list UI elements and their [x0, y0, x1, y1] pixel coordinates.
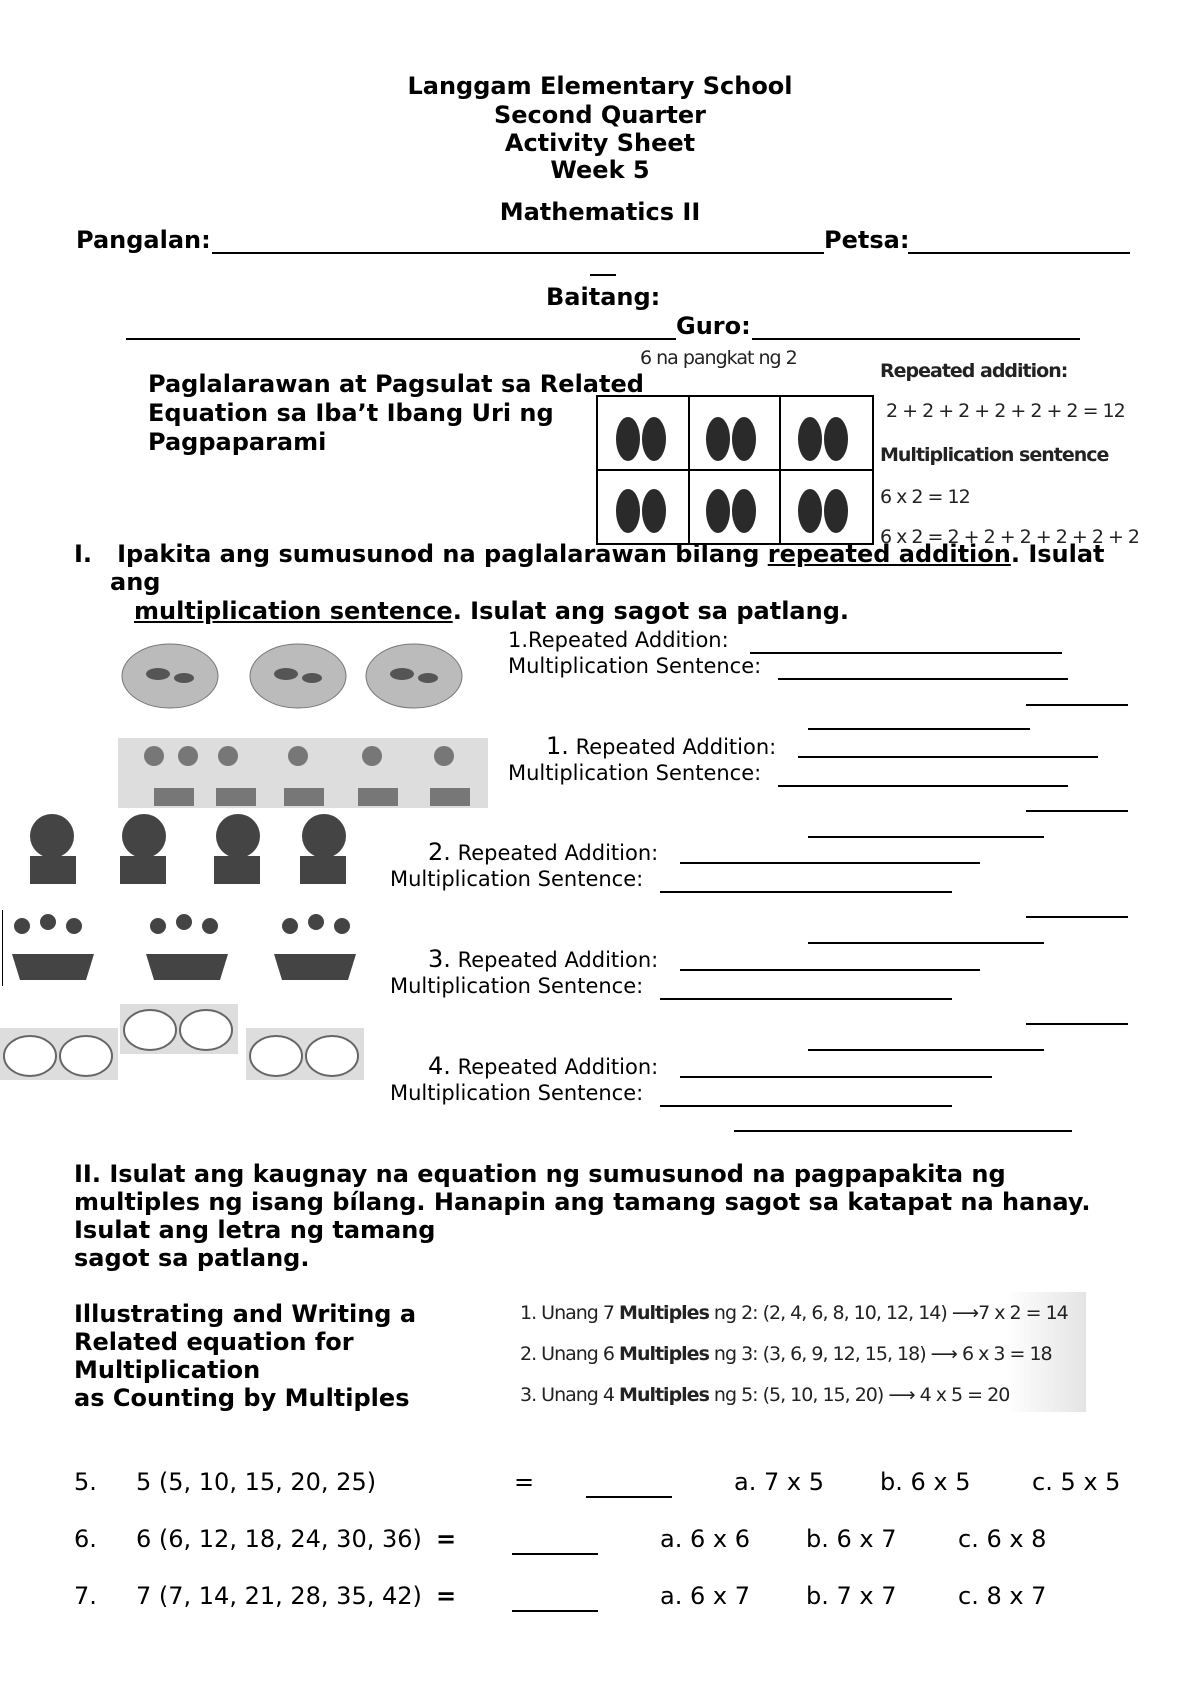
item-4-extra-blank[interactable] — [1026, 1023, 1128, 1025]
teacher-blank[interactable] — [752, 338, 1080, 340]
underline-repeated-addition: repeated addition — [767, 540, 1011, 568]
q6-text: 6 (6, 12, 18, 24, 30, 36) — [136, 1525, 422, 1553]
name-blank[interactable] — [212, 252, 824, 254]
multiples-eq: 7 x 2 = 14 — [978, 1302, 1068, 1324]
item-rep-text: Repeated Addition: — [528, 628, 729, 652]
item-1-rep-label — [508, 628, 729, 652]
multiples-pre: 1. Unang 7 — [520, 1302, 620, 1324]
multiples-bold: Multiples — [619, 1343, 709, 1365]
lesson-title-line: Equation sa Iba’t Ibang Uri ng — [148, 399, 554, 427]
q6-choice-c[interactable]: c. 6 x 8 — [958, 1525, 1047, 1553]
item-5-mult-label: Multiplication Sentence: — [390, 1081, 644, 1105]
item-5-extra-blank[interactable] — [734, 1130, 1072, 1132]
item-3-mult-label: Multiplication Sentence: — [390, 867, 644, 891]
part2-subtitle — [74, 1300, 416, 1412]
item-5-rep-blank[interactable] — [680, 1076, 992, 1078]
name-label: Pangalan: — [76, 226, 211, 254]
q6-num: 6. — [74, 1525, 97, 1553]
item-2-mult-label: Multiplication Sentence: — [508, 761, 762, 785]
part2-sub-line: as Counting by Multiples — [74, 1384, 410, 1412]
q7-eq: = — [436, 1582, 457, 1610]
item-rep-text: Repeated Addition: — [457, 948, 659, 972]
item-4-extra-blank[interactable] — [808, 1049, 1044, 1051]
part1-numeral: I. — [74, 540, 93, 568]
q7-answer-blank[interactable] — [512, 1610, 598, 1612]
mult-sentence-label: Multiplication sentence — [880, 444, 1109, 466]
multiples-eq: 6 x 3 = 18 — [961, 1343, 1052, 1365]
grade-mark — [590, 274, 616, 276]
item-2-rep-label — [546, 732, 776, 760]
item-3-extra-blank[interactable] — [808, 942, 1044, 944]
part2-line: Isulat ang letra ng tamang — [74, 1216, 436, 1244]
multiples-pre: 3. Unang 4 — [520, 1384, 620, 1406]
item-rep-text: Repeated Addition: — [457, 841, 659, 865]
part1-instruction-line3 — [134, 597, 849, 625]
multiples-post: ng 3: (3, 6, 9, 12, 15, 18) — [708, 1343, 926, 1365]
multiples-bold: Multiples — [619, 1384, 709, 1406]
arrow-icon: ⟶ — [951, 1302, 979, 1324]
q7-choice-c[interactable]: c. 8 x 7 — [958, 1582, 1047, 1610]
part2-sub-line: Related equation for — [74, 1328, 354, 1356]
item-num: 4. — [428, 1052, 451, 1080]
date-blank[interactable] — [908, 252, 1130, 254]
item-1-rep-blank[interactable] — [750, 652, 1062, 654]
example-caption: 6 na pangkat ng 2 — [640, 347, 797, 369]
fishbowls-image — [118, 638, 488, 710]
item-3-mult-blank[interactable] — [660, 891, 952, 893]
rep-addition-label: Repeated addition: — [880, 360, 1068, 382]
part2-line: II. Isulat ang kaugnay na equation ng sumusunod na pagpapakita ng — [74, 1160, 1006, 1188]
q6-answer-blank[interactable] — [512, 1553, 598, 1555]
mult-sentence-eq: 6 x 2 = 12 — [880, 486, 970, 508]
q6-choice-b[interactable]: b. 6 x 7 — [806, 1525, 897, 1553]
part1-instruction — [74, 540, 1134, 568]
q7-num: 7. — [74, 1582, 97, 1610]
tulip-planters-image — [2, 910, 364, 986]
q6-eq: = — [436, 1525, 457, 1553]
multiples-row — [520, 1343, 1052, 1365]
sheet-title: Activity Sheet — [504, 129, 696, 157]
week-title: Week 5 — [550, 156, 650, 184]
part2-line: sagot sa patlang. — [74, 1244, 310, 1272]
part1-instruction-ang: ang — [110, 568, 161, 596]
date-label: Petsa: — [824, 226, 910, 254]
item-num: 1. — [546, 732, 569, 760]
q5-eq: = — [514, 1468, 535, 1496]
lesson-title — [148, 370, 644, 457]
item-rep-text: Repeated Addition: — [457, 1055, 659, 1079]
q6-choice-a[interactable]: a. 6 x 6 — [660, 1525, 750, 1553]
item-1-mult-label: Multiplication Sentence: — [508, 654, 762, 678]
multiples-row — [520, 1384, 1009, 1406]
item-4-rep-label — [428, 945, 658, 973]
item-4-rep-blank[interactable] — [680, 969, 980, 971]
q5-answer-blank[interactable] — [586, 1496, 672, 1498]
lesson-title-line: Paglalarawan at Pagsulat sa Related — [148, 370, 644, 398]
bushpots-image — [4, 812, 370, 886]
item-5-mult-blank[interactable] — [660, 1105, 952, 1107]
part2-line: multiples ng isang bílang. Hanapin ang tamang sagot sa katapat na hanay. — [74, 1188, 1091, 1216]
multiples-example — [512, 1292, 1086, 1412]
q5-choice-a[interactable]: a. 7 x 5 — [734, 1468, 824, 1496]
multiples-bold: Multiples — [619, 1302, 709, 1324]
q7-choice-a[interactable]: a. 6 x 7 — [660, 1582, 750, 1610]
underline-multiplication-sentence: multiplication sentence — [134, 597, 453, 625]
multiples-pre: 2. Unang 6 — [520, 1343, 620, 1365]
part2-instruction — [74, 1160, 1090, 1272]
item-num: 1. — [508, 628, 529, 652]
flowerpots-image — [118, 738, 488, 808]
full-eq: 6 x 2 = 2 + 2 + 2 + 2 + 2 + 2 — [880, 526, 1140, 548]
lesson-title-line: Pagpaparami — [148, 428, 327, 456]
multiples-post: ng 5: (5, 10, 15, 20) — [708, 1384, 884, 1406]
subject-title: Mathematics II — [499, 198, 701, 226]
apple-grid-image — [598, 397, 872, 543]
multiples-eq: 4 x 5 = 20 — [919, 1384, 1010, 1406]
quarter-title: Second Quarter — [493, 101, 706, 129]
item-2-mult-blank[interactable] — [778, 785, 1068, 787]
part1-text-b: . Isulat — [1010, 540, 1105, 568]
arrow-icon: ⟶ — [888, 1384, 915, 1406]
teacher-label: Guro: — [676, 312, 751, 340]
item-1-mult-blank[interactable] — [778, 678, 1068, 680]
q5-choice-c[interactable]: c. 5 x 5 — [1032, 1468, 1121, 1496]
apple-grid — [596, 395, 874, 545]
item-5-rep-label — [428, 1052, 658, 1080]
grade-blank[interactable] — [126, 338, 676, 340]
multiples-row — [520, 1302, 1068, 1324]
part1-text-d: . Isulat ang sagot sa patlang. — [452, 597, 850, 625]
rep-addition-eq: 2 + 2 + 2 + 2 + 2 + 2 = 12 — [886, 400, 1125, 422]
item-num: 3. — [428, 945, 451, 973]
item-1-extra-blank[interactable] — [808, 728, 1030, 730]
item-4-mult-blank[interactable] — [660, 998, 952, 1000]
item-2-extra-blank[interactable] — [1026, 810, 1128, 812]
q7-choice-b[interactable]: b. 7 x 7 — [806, 1582, 897, 1610]
item-3-rep-blank[interactable] — [680, 862, 980, 864]
item-1-extra-blank[interactable] — [1026, 704, 1128, 706]
q5-num: 5. — [74, 1468, 97, 1496]
part2-sub-line: Multiplication — [74, 1356, 261, 1384]
hands-image — [0, 1004, 370, 1080]
item-4-mult-label: Multiplication Sentence: — [390, 974, 644, 998]
item-rep-text: Repeated Addition: — [575, 735, 777, 759]
arrow-icon: ⟶ — [930, 1343, 957, 1365]
q5-text: 5 (5, 10, 15, 20, 25) — [136, 1468, 377, 1496]
multiples-post: ng 2: (2, 4, 6, 8, 10, 12, 14) — [708, 1302, 947, 1324]
grade-label: Baitang: — [546, 283, 661, 311]
q7-text: 7 (7, 14, 21, 28, 35, 42) — [136, 1582, 422, 1610]
item-3-extra-blank[interactable] — [1026, 916, 1128, 918]
item-2-extra-blank[interactable] — [808, 836, 1044, 838]
item-3-rep-label — [428, 838, 658, 866]
item-num: 2. — [428, 838, 451, 866]
part1-text-a: Ipakita ang sumusunod na paglalarawan bilang — [117, 540, 768, 568]
q5-choice-b[interactable]: b. 6 x 5 — [880, 1468, 971, 1496]
item-2-rep-blank[interactable] — [798, 756, 1098, 758]
part2-sub-line: Illustrating and Writing a — [74, 1300, 417, 1328]
school-name: Langgam Elementary School — [407, 72, 793, 100]
